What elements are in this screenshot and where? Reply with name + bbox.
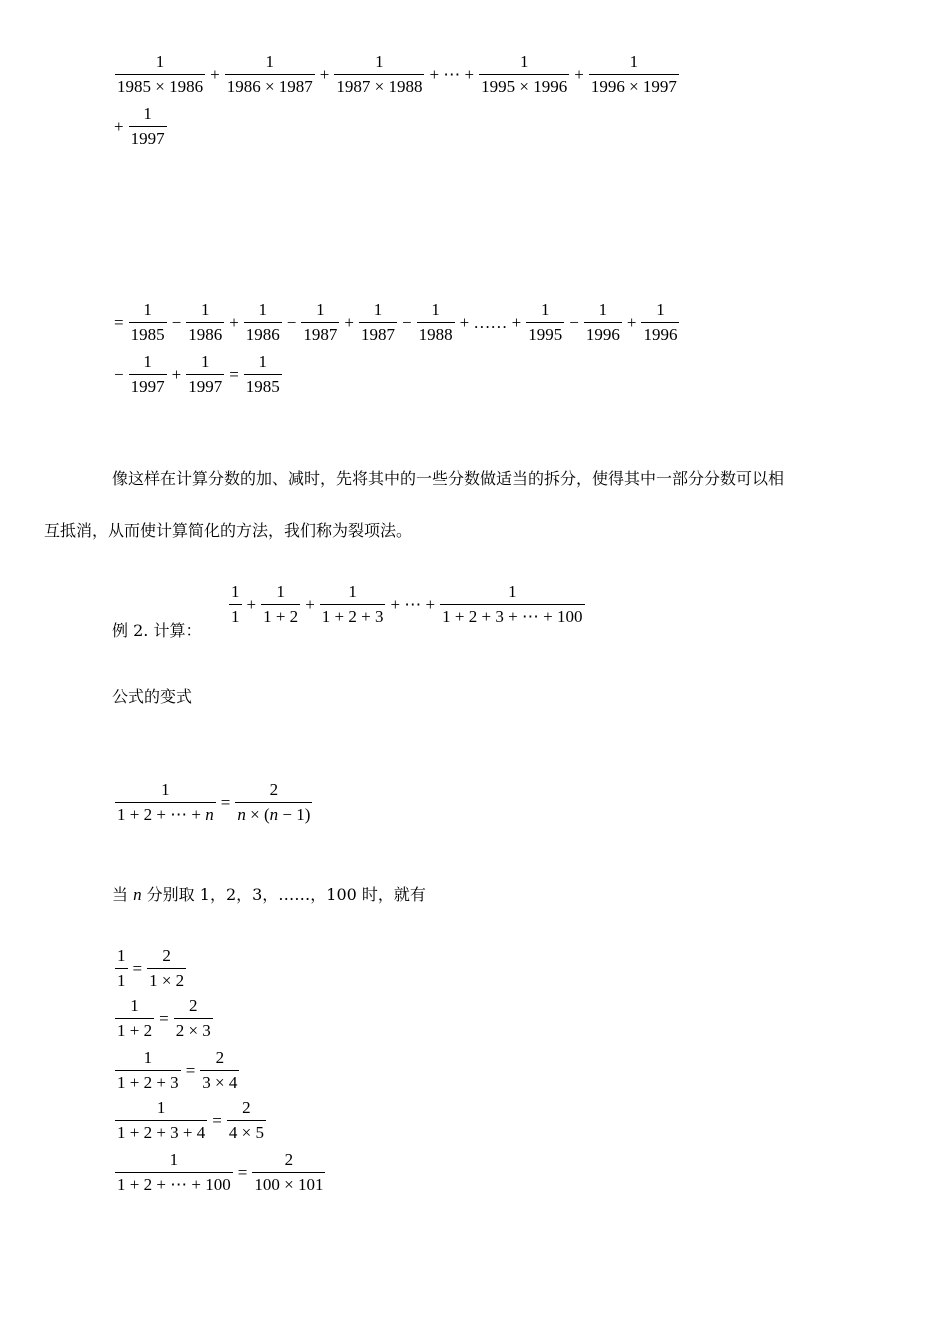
denominator: 1995 [526, 322, 564, 345]
fraction [186, 300, 224, 345]
fraction [186, 352, 224, 397]
numerator: 2 [162, 946, 171, 965]
operator: − [171, 312, 182, 332]
numerator: 1 [348, 582, 357, 601]
numerator: 2 [242, 1098, 251, 1117]
denominator: 1997 [129, 374, 167, 397]
operator: − [114, 364, 124, 384]
fraction [479, 52, 569, 97]
denominator: n × (n − 1) [235, 802, 312, 825]
denominator: 1986 [244, 322, 282, 345]
operator: − [286, 312, 297, 332]
numerator: 1 [541, 300, 550, 319]
fraction [244, 300, 282, 345]
operator: = [237, 1162, 248, 1182]
numerator: 1 [519, 52, 529, 71]
numerator: 1 [629, 52, 639, 71]
denominator: 1 + 2 + 3 [320, 604, 386, 627]
numerator: 1 [375, 52, 384, 71]
fraction [252, 1150, 325, 1195]
denominator: 1985 [129, 322, 167, 345]
denominator: 4 × 5 [227, 1120, 266, 1143]
numerator: 2 [269, 780, 279, 799]
equation-1-line-2 [112, 104, 170, 149]
numerator: 1 [431, 300, 440, 319]
fraction [244, 352, 282, 397]
numerator: 1 [265, 52, 274, 71]
example-2-expression [226, 582, 588, 627]
numerator: 1 [373, 300, 383, 319]
denominator: 1987 [359, 322, 397, 345]
denominator: 1988 [417, 322, 455, 345]
numerator: 1 [656, 300, 665, 319]
denominator: 1997 [129, 126, 167, 149]
numerator: 1 [276, 582, 285, 601]
denominator: 1 + 2 + 3 + 4 [115, 1120, 207, 1143]
denominator: 1 [229, 604, 242, 627]
fraction [301, 300, 339, 345]
denominator: 1 × 2 [147, 968, 186, 991]
denominator: 1986 × 1987 [225, 74, 315, 97]
numerator: 1 [156, 1098, 166, 1117]
operator: + [246, 594, 257, 614]
fraction [584, 300, 622, 345]
operator: + ⋯ + [429, 64, 475, 84]
operator: + [574, 64, 584, 84]
fraction [334, 52, 424, 97]
numerator: 1 [169, 1150, 179, 1169]
operator: + [171, 364, 182, 384]
operator: + [210, 64, 220, 84]
operator: = [229, 364, 239, 384]
fraction [359, 300, 397, 345]
operator: + [319, 64, 330, 84]
variable-n: n [133, 885, 142, 904]
equation-2-line-1 [112, 300, 682, 345]
denominator: 1 + 2 + 3 [115, 1070, 181, 1093]
numerator: 1 [117, 946, 126, 965]
fraction [227, 1098, 266, 1143]
fraction [440, 582, 584, 627]
operator: = [114, 312, 124, 332]
fraction [229, 582, 242, 627]
identity-row [112, 996, 216, 1041]
numerator: 1 [143, 104, 152, 123]
fraction [115, 1048, 181, 1093]
numerator: 1 [258, 300, 268, 319]
fraction [641, 300, 679, 345]
denominator: 1 + 2 [261, 604, 300, 627]
operator: = [185, 1060, 196, 1080]
numerator: 1 [598, 300, 608, 319]
fraction [526, 300, 564, 345]
denominator: 1996 × 1997 [589, 74, 679, 97]
identity-row [112, 1098, 269, 1143]
fraction [115, 946, 128, 991]
fraction [115, 1150, 233, 1195]
equation-2-line-2 [112, 352, 285, 397]
fraction [589, 52, 679, 97]
formula-heading: 公式的变式 [112, 687, 193, 706]
fraction [129, 352, 167, 397]
denominator: 100 × 101 [252, 1172, 325, 1195]
fraction [200, 1048, 239, 1093]
denominator: 1997 [186, 374, 224, 397]
when-n-text [112, 882, 426, 905]
denominator: 1985 × 1986 [115, 74, 205, 97]
fraction [147, 946, 186, 991]
denominator: 1 + 2 [115, 1018, 154, 1041]
denominator: 2 × 3 [174, 1018, 213, 1041]
fraction [129, 300, 167, 345]
operator: − [569, 312, 579, 332]
fraction [235, 780, 312, 825]
fraction [115, 1098, 207, 1143]
when-suffix: 分别取 1，2，3，……，100 时，就有 [141, 885, 426, 904]
fraction [115, 996, 154, 1041]
when-prefix: 当 [112, 885, 134, 904]
denominator: 1996 [641, 322, 679, 345]
denominator: 1987 [301, 322, 339, 345]
denominator: 1996 [584, 322, 622, 345]
operator: = [220, 792, 231, 812]
operator: + [344, 312, 354, 332]
fraction [129, 104, 167, 149]
denominator: 1 + 2 + 3 + ⋯ + 100 [440, 604, 584, 627]
numerator: 1 [231, 582, 240, 601]
paragraph-line-2: 互抵消，从而使计算简化的方法，我们称为裂项法。 [44, 521, 413, 540]
equation-1-line-1 [112, 52, 682, 97]
operator: + [305, 594, 315, 614]
operator: + [114, 116, 124, 136]
numerator: 2 [284, 1150, 294, 1169]
numerator: 1 [508, 582, 517, 601]
numerator: 1 [161, 780, 170, 799]
denominator: 3 × 4 [200, 1070, 239, 1093]
numerator: 1 [130, 996, 139, 1015]
fraction [225, 52, 315, 97]
operator: = [212, 1110, 222, 1130]
numerator: 1 [258, 352, 268, 371]
numerator: 2 [188, 996, 198, 1015]
operator: + [626, 312, 637, 332]
numerator: 2 [215, 1048, 225, 1067]
denominator: 1 [115, 968, 128, 991]
example-2-label: 例 2. 计算： [112, 621, 202, 640]
fraction [320, 582, 386, 627]
operator: + …… + [459, 312, 522, 332]
identity-row [112, 946, 189, 991]
operator: = [132, 958, 143, 978]
fraction [417, 300, 455, 345]
formula-expression [112, 780, 315, 825]
identity-row [112, 1150, 328, 1195]
denominator: 1985 [244, 374, 282, 397]
paragraph-line-1: 像这样在计算分数的加、减时，先将其中的一些分数做适当的拆分，使得其中一部分分数可以相 [112, 469, 785, 488]
denominator: 1 + 2 + ⋯ + n [115, 802, 216, 825]
denominator: 1995 × 1996 [479, 74, 569, 97]
numerator: 1 [143, 300, 152, 319]
denominator: 1986 [186, 322, 224, 345]
numerator: 1 [155, 52, 165, 71]
fraction [174, 996, 213, 1041]
fraction [115, 780, 216, 825]
denominator: 1 + 2 + ⋯ + 100 [115, 1172, 233, 1195]
numerator: 1 [143, 352, 152, 371]
operator: + ⋯ + [390, 594, 436, 614]
fraction [261, 582, 300, 627]
operator: = [159, 1008, 169, 1028]
numerator: 1 [143, 1048, 153, 1067]
operator: − [401, 312, 412, 332]
numerator: 1 [200, 352, 210, 371]
identity-row [112, 1048, 242, 1093]
numerator: 1 [200, 300, 210, 319]
fraction [115, 52, 205, 97]
denominator: 1987 × 1988 [334, 74, 424, 97]
numerator: 1 [316, 300, 325, 319]
operator: + [229, 312, 239, 332]
